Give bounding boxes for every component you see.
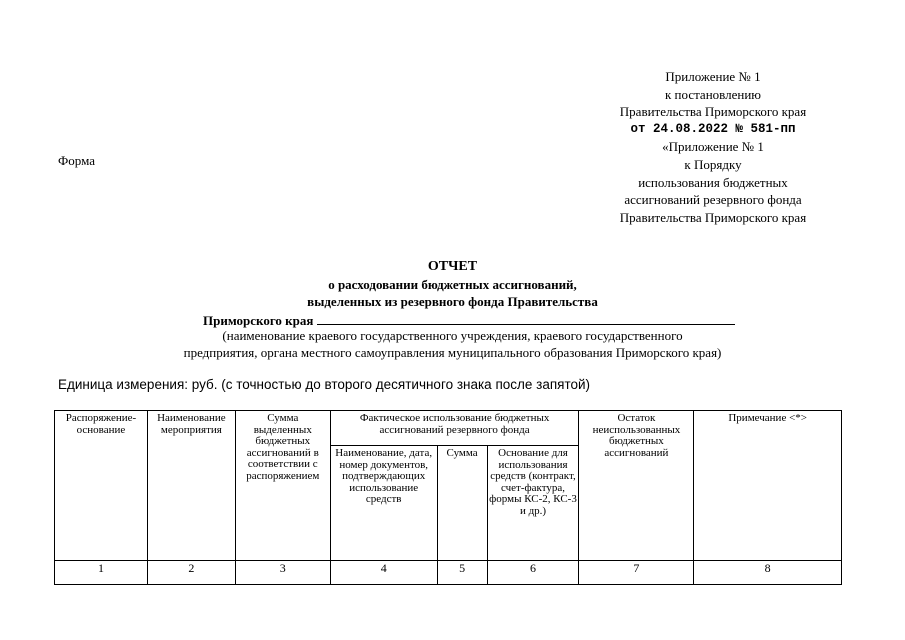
appendix-line: к Порядку: [684, 156, 742, 172]
appendix-line: ассигнований резервного фонда: [624, 192, 802, 208]
header-use-basis: Основание для использования средств (контракт, счет-фактура, формы КС-2, КС-3 и др.): [487, 446, 579, 561]
unit-of-measure: Единица измерения: руб. (с точностью до второго десятичного знака после запятой): [58, 377, 591, 392]
org-note-line1: (наименование краевого государственного учреждения, краевого государственного: [222, 328, 683, 343]
report-subtitle-line1: о расходовании бюджетных ассигнований,: [328, 277, 577, 292]
header-allocated-sum: Сумма выделенных бюджетных ассигнований в соответствии с распоряжением: [235, 411, 330, 561]
org-line: [203, 311, 735, 329]
report-subtitle-line2: выделенных из резервного фонда Правительства: [307, 294, 598, 309]
org-note-line2: предприятия, органа местного самоуправления муниципального образования Приморского края): [183, 345, 722, 360]
column-number: 7: [579, 561, 694, 585]
appendix-line: «Приложение № 1: [662, 139, 764, 155]
header-note: Примечание <*>: [694, 411, 842, 561]
appendix-line: использования бюджетных: [638, 174, 788, 190]
header-basis-order: Распоряжение-основание: [55, 411, 148, 561]
report-table: [54, 410, 842, 585]
header-actual-use-group: Фактическое использование бюджетных ассигнований резервного фонда: [330, 411, 579, 446]
column-number: 2: [147, 561, 235, 585]
column-number: 6: [487, 561, 579, 585]
appendix-line: Правительства Приморского края: [619, 104, 807, 120]
column-number: 1: [55, 561, 148, 585]
header-documents: Наименование, дата, номер документов, подтверждающих использование средств: [330, 446, 437, 561]
appendix-line: Приложение № 1: [665, 69, 761, 84]
header-event-name: Наименование мероприятия: [147, 411, 235, 561]
appendix-line: к постановлению: [664, 86, 762, 102]
form-label: Форма: [58, 153, 95, 168]
header-sum: Сумма: [437, 446, 487, 561]
appendix-line-date: от 24.08.2022 № 581-пп: [630, 121, 796, 136]
appendix-line: Правительства Приморского края: [619, 209, 807, 225]
org-name-blank: [317, 311, 735, 325]
report-title: ОТЧЕТ: [427, 259, 478, 274]
appendix-block: [583, 68, 843, 226]
column-number: 3: [235, 561, 330, 585]
header-remaining-balance: Остаток неиспользованных бюджетных ассигнований: [579, 411, 694, 561]
column-number: 4: [330, 561, 437, 585]
column-number: 5: [437, 561, 487, 585]
org-line-label: Приморского края: [203, 313, 314, 328]
column-number: 8: [694, 561, 842, 585]
